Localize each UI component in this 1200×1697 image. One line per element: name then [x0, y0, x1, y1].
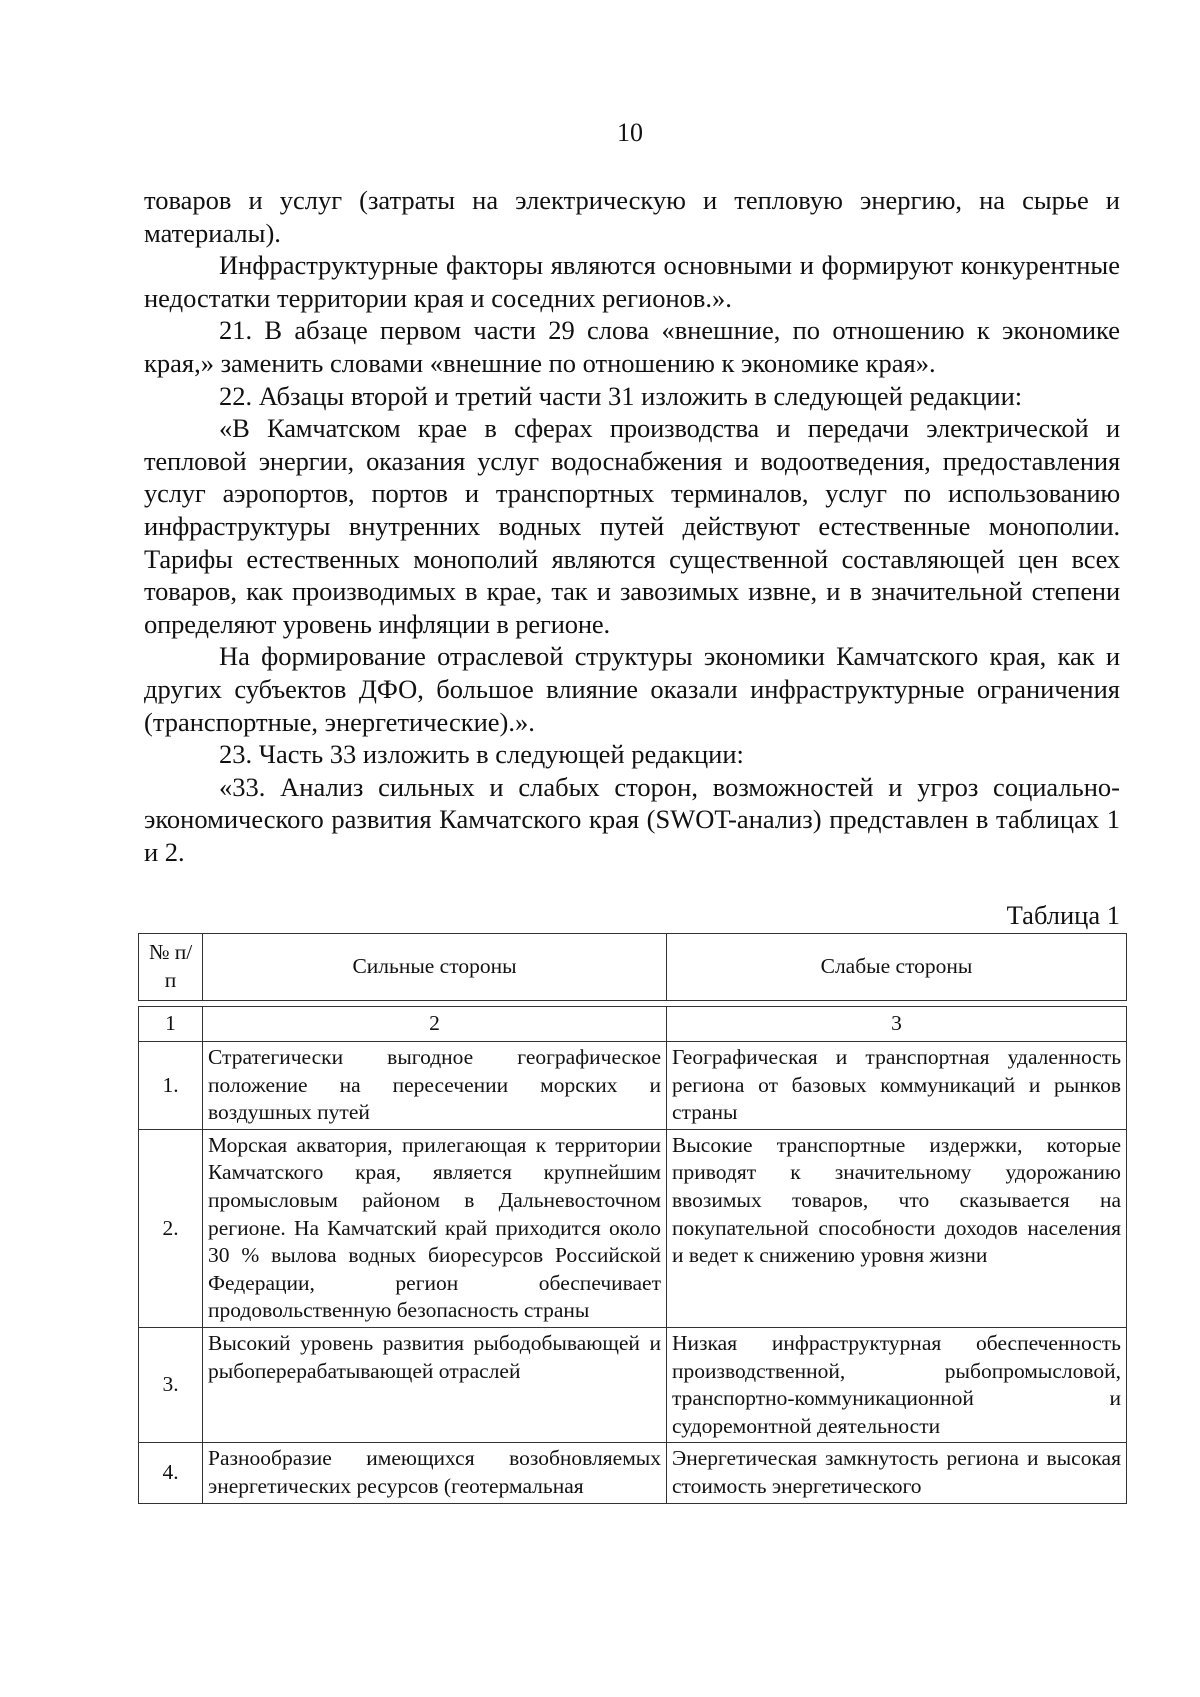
table-row	[139, 1443, 1127, 1503]
paragraph: 23. Часть 33 изложить в следующей редакции:	[219, 739, 744, 770]
swot-table	[138, 933, 1127, 1504]
weakness-cell: Географическая и транспортная удаленность региона от базовых коммуникаций и рынков страны	[667, 1042, 1127, 1130]
strength-cell: Стратегически выгодное географическое положение на пересечении морских и воздушных путей	[203, 1042, 667, 1130]
column-number: 3	[667, 1007, 1127, 1042]
table-row	[139, 1327, 1127, 1442]
row-number: 4.	[139, 1443, 203, 1503]
strength-cell: Высокий уровень развития рыбодобывающей и рыбоперерабатывающей отраслей	[203, 1327, 667, 1442]
column-number: 1	[139, 1007, 203, 1042]
body-text	[144, 184, 1120, 868]
weakness-cell: Высокие транспортные издержки, которые приводят к значительному удорожанию ввозимых товаров, что сказывается на покупательной способности доходов населения и ведет к снижению уровня жизни	[667, 1129, 1127, 1327]
header-strengths: Сильные стороны	[203, 934, 667, 1001]
paragraph: товаров и услуг (затраты на электрическую и тепловую энергию, на сырье и материалы).	[144, 185, 1120, 248]
paragraph: 21. В абзаце первом части 29 слова «внешние, по отношению к экономике края,» заменить словами «внешние по отношению к экономике края».	[144, 315, 1120, 378]
weakness-cell: Низкая инфраструктурная обеспеченность производственной, рыбопромысловой, транспортно-коммуникационной и судоремонтной деятельности	[667, 1327, 1127, 1442]
paragraph: «В Камчатском крае в сферах производства и передачи электрической и тепловой энергии, оказания услуг водоснабжения и водоотведения, предоставления услуг аэропортов, портов и транспортных терминалов, услуг по использованию инфраструктуры внутренних водных путей действуют естественные монополии. Тарифы естественных монополий являются существенной составляющей цен всех товаров, как производимых в крае, так и завозимых извне, и в значительной степени определяют уровень инфляции в регионе.	[144, 413, 1120, 639]
table-caption: Таблица 1	[1006, 900, 1120, 930]
column-number-row	[139, 1007, 1127, 1042]
paragraph: «33. Анализ сильных и слабых сторон, возможностей и угроз социально-экономического развития Камчатского края (SWOT-анализ) представлен в таблицах 1 и 2.	[144, 771, 1120, 867]
table-row	[139, 1129, 1127, 1327]
header-num: № п/п	[139, 934, 203, 1001]
paragraph: На формирование отраслевой структуры экономики Камчатского края, как и других субъектов ДФО, большое влияние оказали инфраструктурные ограничения (транспортные, энергетические).».	[144, 641, 1120, 737]
column-number: 2	[203, 1007, 667, 1042]
table-header-row	[139, 934, 1127, 1001]
strength-cell: Разнообразие имеющихся возобновляемых энергетических ресурсов (геотермальная	[203, 1443, 667, 1503]
strength-cell: Морская акватория, прилегающая к территории Камчатского края, является крупнейшим промысловым районом в Дальневосточном регионе. На Камчатский край приходится около 30 % вылова водных биоресурсов Российской Федерации, регион обеспечивает продовольственную безопасность страны	[203, 1129, 667, 1327]
paragraph: Инфраструктурные факторы являются основными и формируют конкурентные недостатки территории края и соседних регионов.».	[144, 250, 1120, 313]
weakness-cell: Энергетическая замкнутость региона и высокая стоимость энергетического	[667, 1443, 1127, 1503]
paragraph: 22. Абзацы второй и третий части 31 изложить в следующей редакции:	[219, 380, 1023, 411]
header-weaknesses: Слабые стороны	[667, 934, 1127, 1001]
page-number: 10	[617, 118, 643, 147]
row-number: 3.	[139, 1327, 203, 1442]
row-number: 2.	[139, 1129, 203, 1327]
table-row	[139, 1042, 1127, 1130]
row-number: 1.	[139, 1042, 203, 1130]
